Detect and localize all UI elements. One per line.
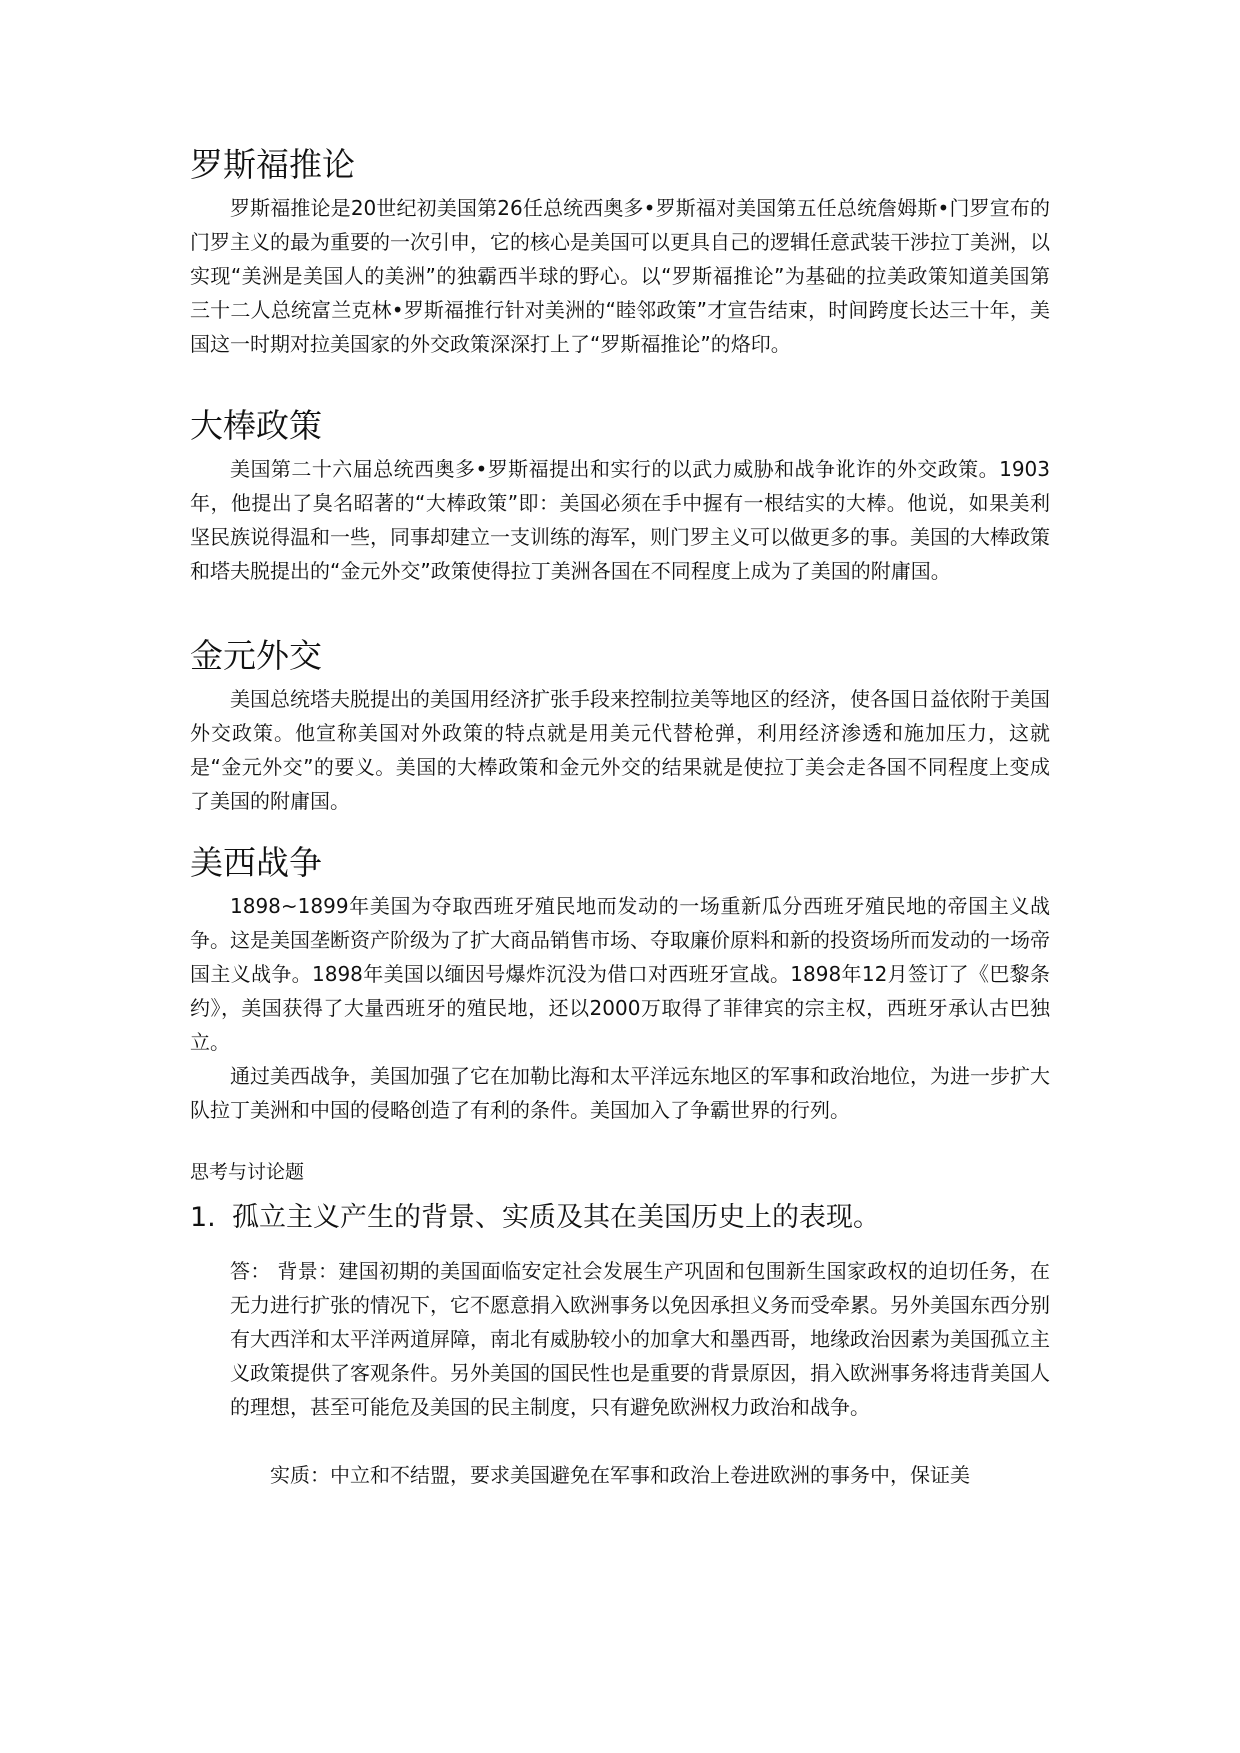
section-title-big-stick: 大棒政策 <box>190 406 322 445</box>
question-title <box>190 1200 880 1236</box>
section-paragraph: 通过美西战争，美国加强了它在加勒比海和太平洋远东地区的军事和政治地位，为进一步扩大队拉丁美洲和中国的侵略创造了有利的条件。美国加入了争霸世界的行列。 <box>190 1064 1050 1122</box>
section-title-roosevelt-corollary: 罗斯福推论 <box>190 145 355 184</box>
section-title-spanish-american-war: 美西战争 <box>190 843 322 882</box>
question-text: 孤立主义产生的背景、实质及其在美国历史上的表现。 <box>232 1202 880 1233</box>
section-title-dollar-diplomacy: 金元外交 <box>190 636 322 675</box>
question-number: 1. <box>190 1202 216 1233</box>
section-paragraph: 罗斯福推论是20世纪初美国第26任总统西奥多•罗斯福对美国第五任总统詹姆斯•门罗宣布的门罗主义的最为重要的一次引申，它的核心是美国可以更具自己的逻辑任意武装干涉拉丁美洲，以实现“美洲是美国人的美洲”的独霸西半球的野心。以“罗斯福推论”为基础的拉美政策知道美国第三十二人总统富兰克林•罗斯福推行针对美洲的“睦邻政策”才宣告结束，时间跨度长达三十年，美国这一时期对拉美国家的外交政策深深打上了“罗斯福推论”的烙印。 <box>190 196 1050 356</box>
section-paragraph: 美国第二十六届总统西奥多•罗斯福提出和实行的以武力威胁和战争讹诈的外交政策。1903年，他提出了臭名昭著的“大棒政策”即：美国必须在手中握有一根结实的大棒。他说，如果美利坚民族说得温和一些，同事却建立一支训练的海军，则门罗主义可以做更多的事。美国的大棒政策和塔夫脱提出的“金元外交”政策使得拉丁美洲各国在不同程度上成为了美国的附庸国。 <box>190 457 1050 583</box>
document-page <box>190 0 1050 1753</box>
answer-essence: 实质：中立和不结盟，要求美国避免在军事和政治上卷进欧洲的事务中，保证美 <box>270 1463 970 1487</box>
answer-background: 答： 背景：建国初期的美国面临安定社会发展生产巩固和包围新生国家政权的迫切任务，在无力进行扩张的情况下，它不愿意捐入欧洲事务以免因承担义务而受牵累。另外美国东西分别有大西洋和太平洋两道屏障，南北有威胁较小的加拿大和墨西哥，地缘政治因素为美国孤立主义政策提供了客观条件。另外美国的国民性也是重要的背景原因，捐入欧洲事务将违背美国人的理想，甚至可能危及美国的民主制度，只有避免欧洲权力政治和战争。 <box>230 1259 1050 1419</box>
section-paragraph: 美国总统塔夫脱提出的美国用经济扩张手段来控制拉美等地区的经济，使各国日益依附于美国外交政策。他宣称美国对外政策的特点就是用美元代替枪弹，利用经济渗透和施加压力，这就是“金元外交”的要义。美国的大棒政策和金元外交的结果就是使拉丁美会走各国不同程度上变成了美国的附庸国。 <box>190 687 1050 813</box>
discussion-heading: 思考与讨论题 <box>190 1161 305 1183</box>
section-paragraph: 1898~1899年美国为夺取西班牙殖民地而发动的一场重新瓜分西班牙殖民地的帝国主义战争。这是美国垄断资产阶级为了扩大商品销售市场、夺取廉价原料和新的投资场所而发动的一场帝国主义战争。1898年美国以缅因号爆炸沉没为借口对西班牙宣战。1898年12月签订了《巴黎条约》，美国获得了大量西班牙的殖民地，还以2000万取得了菲律宾的宗主权，西班牙承认古巴独立。 <box>190 894 1050 1054</box>
